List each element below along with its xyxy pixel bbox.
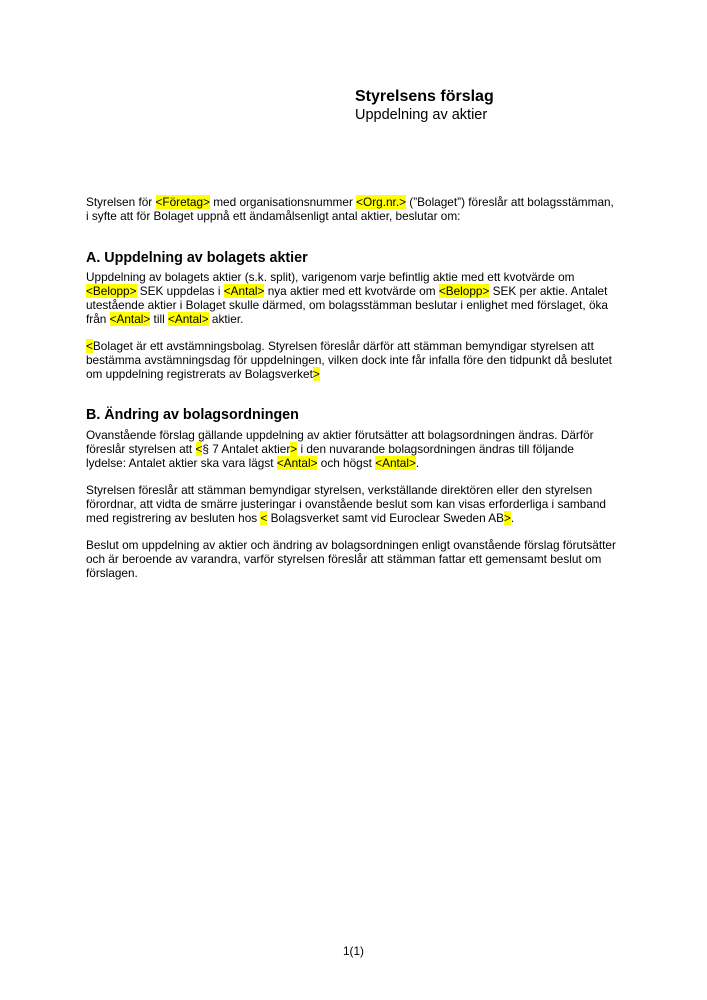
paragraph-text: till — [150, 312, 168, 326]
section-b-heading: B. Ändring av bolagsordningen — [86, 407, 299, 423]
section-b-paragraph-2 — [86, 483, 631, 525]
placeholder-close-bracket: > — [290, 442, 298, 456]
section-a-heading: A. Uppdelning av bolagets aktier — [86, 250, 308, 266]
section-a-paragraph-1 — [86, 270, 631, 326]
placeholder-org-nr: <Org.nr.> — [356, 195, 406, 209]
intro-paragraph — [86, 195, 631, 223]
placeholder-foretag: <Företag> — [155, 195, 210, 209]
placeholder-belopp: <Belopp> — [86, 284, 137, 298]
placeholder-close-bracket: > — [504, 511, 511, 525]
paragraph-text: förordnar, att vidta de smärre justeringar i ovanstående beslut som kan visas erforderliga i samband — [86, 497, 606, 511]
paragraph-text: föreslår styrelsen att — [86, 442, 196, 456]
placeholder-close-bracket: > — [312, 367, 320, 381]
paragraph-text: Ovanstående förslag gällande uppdelning av aktier förutsätter att bolagsordningen ändras. Därför — [86, 428, 594, 442]
intro-text: i syfte att för Bolaget uppnå ett ändamålsenligt antal aktier, beslutar om: — [86, 209, 461, 223]
paragraph-text: från — [86, 312, 110, 326]
placeholder-open-bracket: < — [260, 511, 268, 525]
section-b-paragraph-1 — [86, 428, 631, 470]
paragraph-text: Uppdelning av bolagets aktier (s.k. split), varigenom varje befintlig aktie med ett kvotvärde om — [86, 270, 575, 284]
paragraph-text: bestämma avstämningsdag för uppdelningen, vilken dock inte får infalla före den tidpunkt då beslutet — [86, 353, 612, 367]
paragraph-text: Styrelsen föreslår att stämman bemyndigar styrelsen, verkställande direktören eller den styrelsen — [86, 483, 593, 497]
page-number: 1(1) — [343, 944, 364, 958]
paragraph-text: förslagen. — [86, 566, 138, 580]
intro-text: med organisationsnummer — [209, 195, 357, 209]
paragraph-text: lydelse: Antalet aktier ska vara lägst — [86, 456, 277, 470]
placeholder-antal: <Antal> — [375, 456, 416, 470]
paragraph-text: SEK per aktie. Antalet — [489, 284, 608, 298]
paragraph-text: och högst — [317, 456, 376, 470]
paragraph-text: Bolaget är ett avstämningsbolag. Styrelsen föreslår därför att stämman bemyndigar styrelsen att — [92, 339, 594, 353]
paragraph-text: utestående aktier i Bolaget skulle därmed, om bolagsstämman beslutar i enlighet med förslaget, öka — [86, 298, 608, 312]
placeholder-antal: <Antal> — [276, 456, 318, 470]
intro-text: Styrelsen för — [86, 195, 156, 209]
paragraph-text: i den nuvarande bolagsordningen ändras till följande — [297, 442, 574, 456]
paragraph-text: aktier. — [208, 312, 244, 326]
paragraph-text: . — [415, 456, 420, 470]
paragraph-text: SEK uppdelas i — [136, 284, 224, 298]
placeholder-open-bracket: < — [86, 339, 93, 353]
title-block — [355, 87, 494, 124]
intro-text: (”Bolaget”) föreslår att bolagsstämman, — [406, 195, 614, 209]
placeholder-belopp: <Belopp> — [438, 284, 490, 298]
paragraph-text: Beslut om uppdelning av aktier och ändring av bolagsordningen enligt ovanstående förslag förutsätter — [86, 538, 616, 552]
section-b-paragraph-3 — [86, 538, 631, 580]
paragraph-text: nya aktier med ett kvotvärde om — [264, 284, 439, 298]
placeholder-antal: <Antal> — [167, 312, 209, 326]
paragraph-text: . — [510, 511, 515, 525]
paragraph-text: Bolagsverket samt vid Euroclear Sweden AB — [267, 511, 505, 525]
paragraph-text: om uppdelning registrerats av Bolagsverket — [86, 367, 313, 381]
document-title: Styrelsens förslag — [355, 88, 494, 105]
placeholder-antal: <Antal> — [109, 312, 151, 326]
paragraph-text: med registrering av besluten hos — [86, 511, 261, 525]
section-a-paragraph-2 — [86, 339, 631, 381]
paragraph-text: § 7 Antalet aktier — [202, 442, 291, 456]
document-subtitle: Uppdelning av aktier — [355, 107, 488, 123]
paragraph-text: och är beroende av varandra, varför styrelsen föreslår att stämman fattar ett gemensamt beslut om — [86, 552, 602, 566]
placeholder-open-bracket: < — [195, 442, 203, 456]
placeholder-antal: <Antal> — [223, 284, 265, 298]
